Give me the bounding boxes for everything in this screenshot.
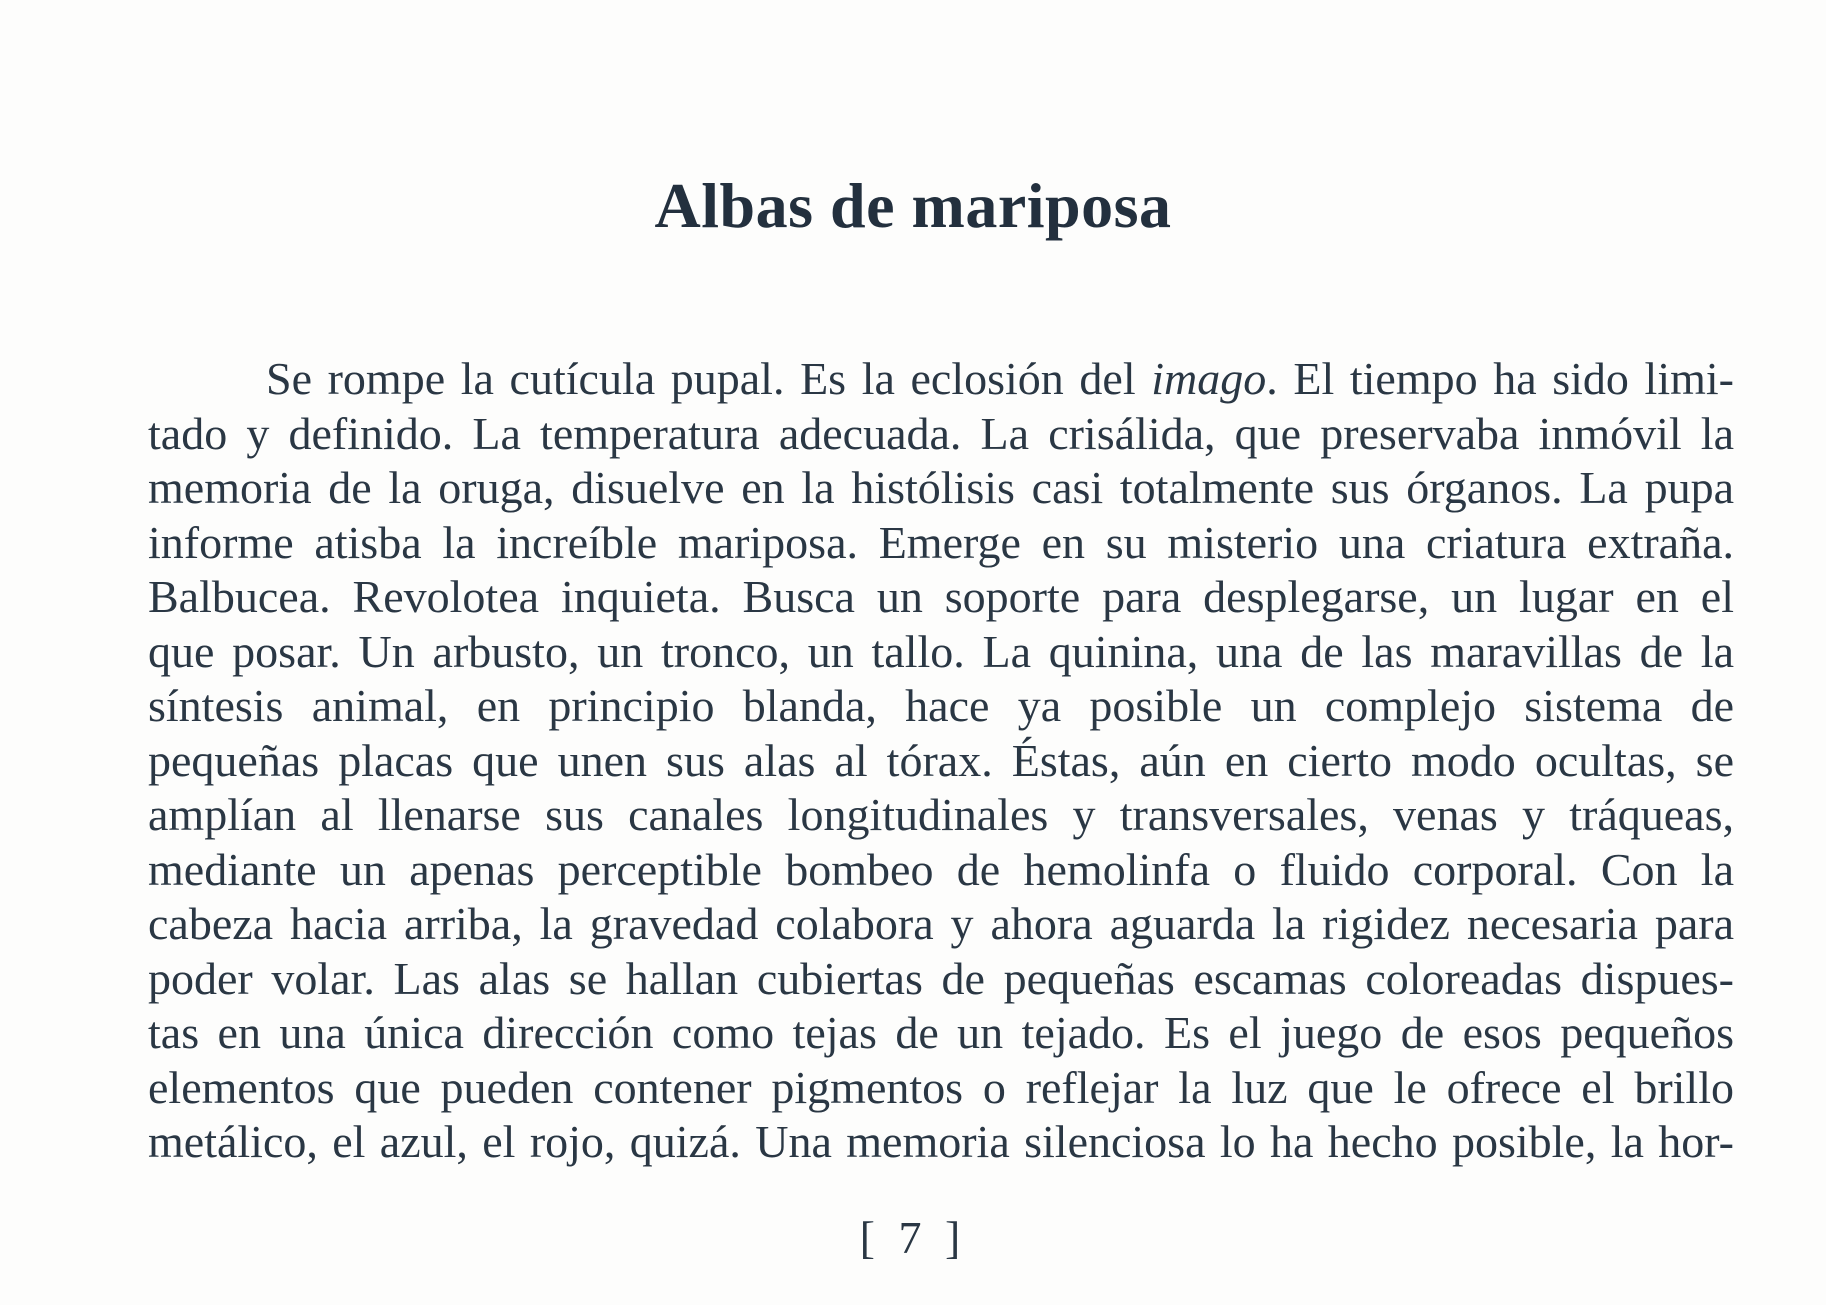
line-1-suffix: . El tiempo ha sido limi- xyxy=(1266,353,1734,404)
line-1-prefix: Se rompe la cutícula pupal. Es la eclosión del xyxy=(266,353,1152,404)
paragraph-line-6: que posar. Un arbusto, un tronco, un tallo. La quinina, una de las maravillas de la xyxy=(148,625,1734,677)
paragraph-line-13: tas en una única dirección como tejas de un tejado. Es el juego de esos pequeños xyxy=(148,1007,1734,1058)
paragraph-line-2: tado y definido. La temperatura adecuada. La crisálida, que preservaba inmóvil la xyxy=(148,407,1734,459)
paragraph-line-12: poder volar. Las alas se hallan cubiertas de pequeñas escamas coloreadas dispues- xyxy=(148,952,1734,1004)
paragraph-line-5: Balbucea. Revolotea inquieta. Busca un soporte para desplegarse, un lugar en el xyxy=(148,571,1734,622)
body-paragraph xyxy=(148,352,1734,1170)
italic-term-imago: imago xyxy=(1151,353,1267,404)
paragraph-line-8: pequeñas placas que unen sus alas al tórax. Éstas, aún en cierto modo ocultas, se xyxy=(148,734,1734,786)
paragraph-line-14: elementos que pueden contener pigmentos o reflejar la luz que le ofrece el brillo xyxy=(148,1061,1734,1113)
paragraph-line-7: síntesis animal, en principio blanda, hace ya posible un complejo sistema de xyxy=(148,680,1734,731)
paragraph-line-1 xyxy=(148,352,1734,407)
page-number: [ 7 ] xyxy=(859,1212,967,1263)
chapter-title: Albas de mariposa xyxy=(654,169,1172,241)
paragraph-line-11: cabeza hacia arriba, la gravedad colabora y ahora aguarda la rigidez necesaria para xyxy=(148,898,1734,949)
paragraph-line-3: memoria de la oruga, disuelve en la histólisis casi totalmente sus órganos. La pupa xyxy=(148,462,1734,513)
paragraph-line-15: metálico, el azul, el rojo, quizá. Una memoria silenciosa lo ha hecho posible, la hor- xyxy=(148,1116,1734,1167)
paragraph-line-10: mediante un apenas perceptible bombeo de hemolinfa o fluido corporal. Con la xyxy=(148,843,1734,895)
paragraph-line-4: informe atisba la increíble mariposa. Emerge en su misterio una criatura extraña. xyxy=(148,516,1734,568)
paragraph-line-9: amplían al llenarse sus canales longitudinales y transversales, venas y tráqueas, xyxy=(148,789,1734,840)
